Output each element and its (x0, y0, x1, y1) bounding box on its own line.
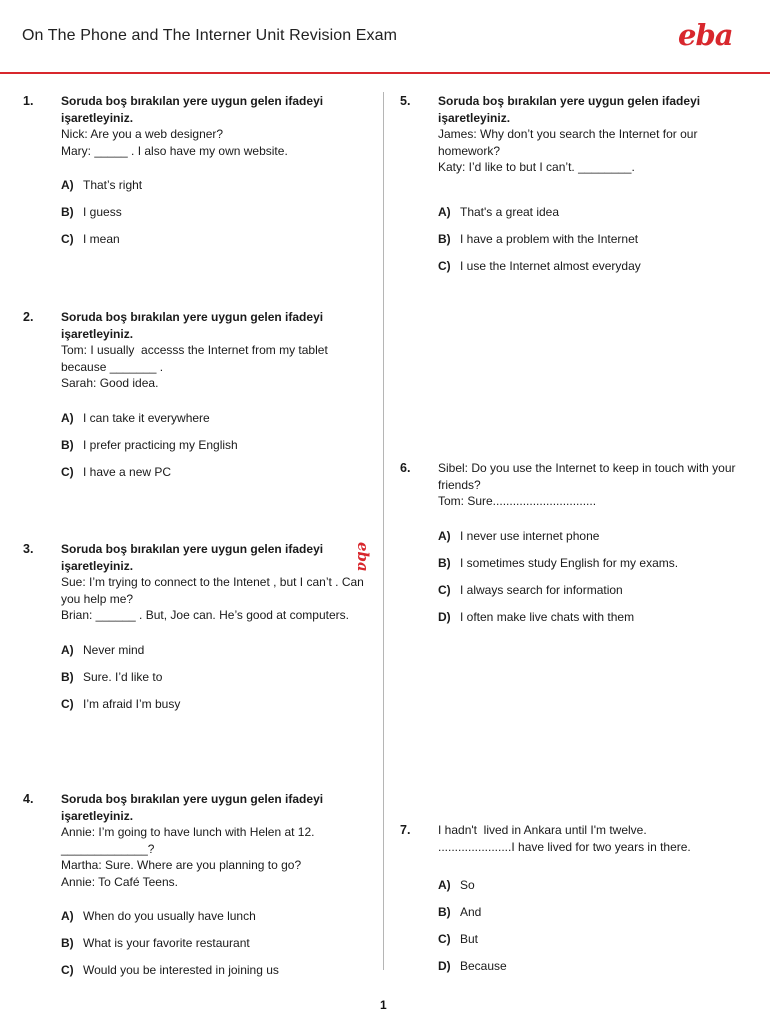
option-letter: A) (61, 410, 74, 425)
option-text: I sometimes study English for my exams. (460, 555, 679, 570)
question-1 (23, 93, 371, 258)
answer-option-c[interactable] (438, 582, 748, 609)
question-number: 6. (400, 461, 411, 475)
answer-option-c[interactable] (61, 231, 371, 258)
question-number: 7. (400, 823, 411, 837)
option-text: So (460, 878, 475, 892)
option-letter: B) (438, 231, 451, 246)
answer-option-a[interactable] (438, 528, 748, 555)
answer-options (438, 528, 748, 636)
answer-option-b[interactable] (61, 669, 371, 696)
question-text-line: Annie: I’m going to have lunch with Helen at 12. (61, 825, 315, 839)
option-letter: A) (61, 642, 74, 657)
option-text: What is your favorite restaurant (83, 936, 250, 950)
question-text-line: Tom: I usually accesss the Internet from my tablet because _______ . (61, 343, 332, 374)
option-text: Would you be interested in joining us (83, 963, 279, 977)
answer-option-c[interactable] (438, 258, 748, 285)
option-text: When do you usually have lunch (83, 909, 256, 923)
option-text: I use the Internet almost everyday (460, 258, 641, 273)
option-letter: A) (61, 909, 74, 923)
question-4 (23, 791, 371, 989)
answer-option-c[interactable] (438, 931, 748, 958)
answer-option-b[interactable] (61, 437, 371, 464)
question-text-line: Tom: Sure............................... (438, 494, 597, 508)
answer-option-a[interactable] (61, 908, 371, 935)
question-instruction: Soruda boş bırakılan yere uygun gelen ifadeyi işaretleyiniz. (438, 94, 701, 125)
option-text: That's a great idea (460, 204, 560, 219)
question-text-line: Brian: ______ . But, Joe can. He’s good at computers. (61, 608, 349, 622)
answer-options (61, 410, 371, 491)
answer-options (61, 642, 371, 723)
answer-option-a[interactable] (61, 642, 371, 669)
option-text: But (460, 932, 479, 946)
answer-option-a[interactable] (61, 177, 371, 204)
question-number: 1. (23, 94, 34, 108)
question-number: 5. (400, 94, 411, 108)
option-letter: A) (438, 878, 451, 892)
answer-option-a[interactable] (438, 204, 748, 231)
option-letter: B) (61, 936, 74, 950)
option-letter: D) (438, 609, 451, 624)
page-number: 1 (380, 998, 387, 1012)
answer-option-b[interactable] (438, 555, 748, 582)
option-text: I’m afraid I’m busy (83, 696, 181, 711)
option-text: That’s right (83, 178, 143, 192)
question-text-line: Katy: I’d like to but I can’t. ________. (438, 160, 635, 174)
option-letter: C) (61, 696, 74, 711)
answer-options (438, 204, 748, 285)
option-letter: B) (61, 205, 74, 219)
answer-options (61, 177, 371, 258)
question-text-line: Nick: Are you a web designer? (61, 127, 224, 141)
answer-option-a[interactable] (438, 877, 748, 904)
question-text-line: ......................I have lived for two years in there. (438, 839, 691, 854)
option-text: Sure. I’d like to (83, 669, 163, 684)
option-text: I prefer practicing my English (83, 437, 238, 452)
question-number: 3. (23, 542, 34, 556)
question-6 (400, 460, 748, 636)
option-text: I have a new PC (83, 464, 172, 479)
header-rule (0, 72, 770, 74)
answer-option-d[interactable] (438, 958, 748, 985)
question-text-line: Sue: I’m trying to connect to the Intenet , but I can’t . Can you help me? (61, 575, 368, 606)
answer-option-b[interactable] (438, 904, 748, 931)
divider-logo: eba (354, 542, 372, 572)
question-text-line: _____________? (61, 841, 155, 856)
answer-option-a[interactable] (61, 410, 371, 437)
question-instruction: Soruda boş bırakılan yere uygun gelen ifadeyi işaretleyiniz. (61, 542, 324, 573)
question-instruction: Soruda boş bırakılan yere uygun gelen ifadeyi işaretleyiniz. (61, 94, 324, 125)
question-text-line: Annie: To Café Teens. (61, 874, 178, 889)
option-letter: B) (61, 669, 74, 684)
option-letter: C) (438, 258, 451, 273)
option-letter: C) (61, 232, 74, 246)
option-letter: B) (438, 555, 451, 570)
option-text: I never use internet phone (460, 528, 600, 543)
question-instruction: Soruda boş bırakılan yere uygun gelen ifadeyi işaretleyiniz. (61, 310, 324, 341)
answer-option-c[interactable] (61, 464, 371, 491)
question-text-line: Sibel: Do you use the Internet to keep in touch with your friends? (438, 461, 739, 492)
option-letter: A) (61, 178, 74, 192)
question-text-line: James: Why don’t you search the Internet for our homework? (438, 127, 701, 158)
option-text: I guess (83, 205, 122, 219)
page-title: On The Phone and The Interner Unit Revision Exam (22, 27, 398, 44)
question-number: 2. (23, 310, 34, 324)
question-2 (23, 309, 371, 491)
answer-option-c[interactable] (61, 696, 371, 723)
answer-option-d[interactable] (438, 609, 748, 636)
option-text: I always search for information (460, 582, 623, 597)
question-text-line: I hadn't lived in Ankara until I'm twelve. (438, 823, 647, 837)
option-text: I can take it everywhere (83, 410, 210, 425)
option-letter: A) (438, 204, 451, 219)
option-letter: B) (61, 437, 74, 452)
answer-option-b[interactable] (61, 935, 371, 962)
option-text: I mean (83, 232, 120, 246)
option-letter: C) (61, 464, 74, 479)
option-text: Never mind (83, 642, 145, 657)
option-text: And (460, 905, 482, 919)
question-instruction: Soruda boş bırakılan yere uygun gelen ifadeyi işaretleyiniz. (61, 792, 324, 823)
option-text: I have a problem with the Internet (460, 231, 639, 246)
option-text: Because (460, 959, 507, 973)
question-text-line: Mary: _____ . I also have my own website. (61, 143, 288, 158)
option-letter: A) (438, 528, 451, 543)
question-text-line: Martha: Sure. Where are you planning to go? (61, 858, 302, 872)
option-letter: C) (438, 582, 451, 597)
option-letter: D) (438, 959, 451, 973)
question-7 (400, 822, 748, 985)
answer-options (61, 908, 371, 989)
question-5 (400, 93, 748, 285)
option-text: I often make live chats with them (460, 609, 635, 624)
option-letter: C) (438, 932, 451, 946)
answer-option-b[interactable] (61, 204, 371, 231)
eba-logo: eba (678, 18, 733, 52)
option-letter: B) (438, 905, 451, 919)
question-number: 4. (23, 792, 34, 806)
question-3 (23, 541, 371, 723)
answer-option-b[interactable] (438, 231, 748, 258)
answer-option-c[interactable] (61, 962, 371, 989)
question-text-line: Sarah: Good idea. (61, 376, 159, 390)
answer-options (438, 877, 748, 985)
column-divider (383, 92, 384, 970)
option-letter: C) (61, 963, 74, 977)
